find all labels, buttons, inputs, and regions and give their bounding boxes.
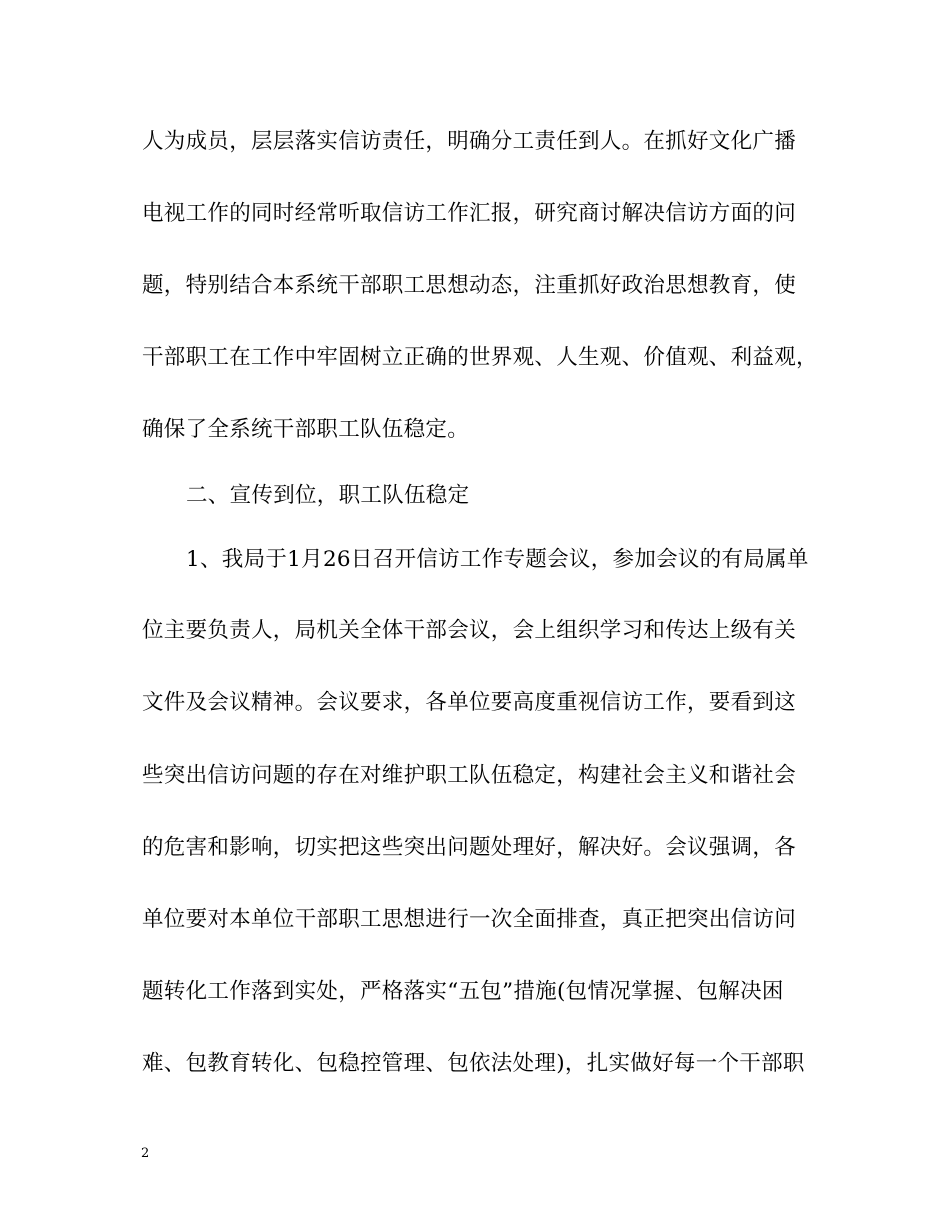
text-line-13: 题转化工作落到实处，严格落实“五包”措施(包情况掌握、包解决困 bbox=[142, 979, 784, 1004]
text-line-7: 1、我局于1月26日召开信访工作专题会议，参加会议的有局属单 bbox=[186, 547, 809, 572]
section-heading: 二、宣传到位，职工队伍稳定 bbox=[186, 483, 470, 508]
text-line-1: 人为成员，层层落实信访责任，明确分工责任到人。在抓好文化广播 bbox=[142, 129, 797, 154]
text-line-2: 电视工作的同时经常听取信访工作汇报，研究商讨解决信访方面的问 bbox=[142, 201, 797, 226]
text-line-14: 难、包教育转化、包稳控管理、包依法处理)，扎实做好每一个干部职 bbox=[142, 1051, 805, 1076]
text-line-5: 确保了全系统干部职工队伍稳定。 bbox=[142, 417, 470, 442]
page-number: 2 bbox=[141, 1146, 150, 1161]
text-line-8: 位主要负责人，局机关全体干部会议，会上组织学习和传达上级有关 bbox=[142, 618, 797, 643]
text-line-11: 的危害和影响，切实把这些突出问题处理好，解决好。会议强调，各 bbox=[142, 835, 797, 860]
text-line-4: 干部职工在工作中牢固树立正确的世界观、人生观、价值观、利益观， bbox=[142, 345, 818, 370]
text-line-12: 单位要对本单位干部职工思想进行一次全面排查，真正把突出信访问 bbox=[142, 907, 797, 932]
text-line-9: 文件及会议精神。会议要求，各单位要高度重视信访工作，要看到这 bbox=[142, 690, 797, 715]
text-line-3: 题，特别结合本系统干部职工思想动态，注重抓好政治思想教育，使 bbox=[142, 273, 797, 298]
text-line-10: 些突出信访问题的存在对维护职工队伍稳定，构建社会主义和谐社会 bbox=[142, 763, 797, 788]
